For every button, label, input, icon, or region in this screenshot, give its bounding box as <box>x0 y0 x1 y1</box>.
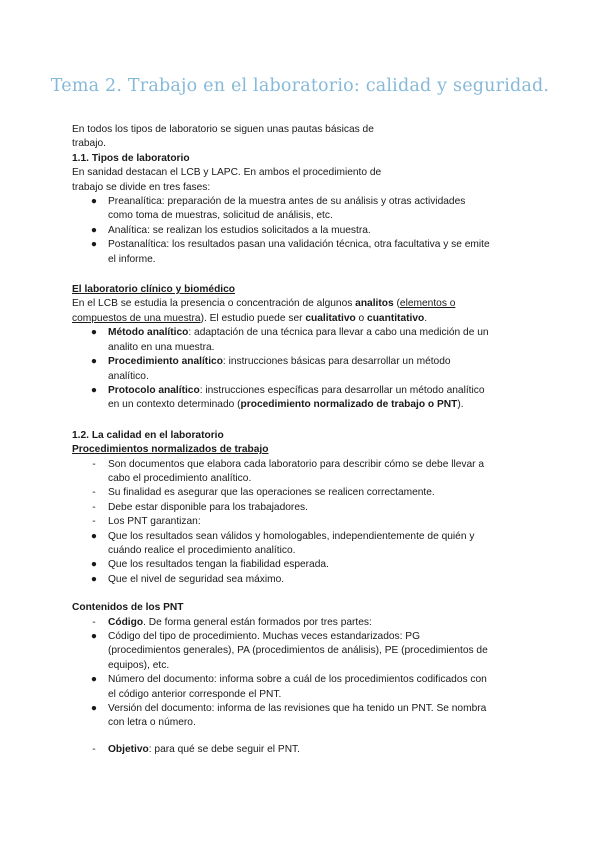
page-title: Tema 2. Trabajo en el laboratorio: calidad y seguridad. <box>50 76 550 96</box>
bullet-icon: ● <box>90 356 98 368</box>
bullet-icon: ● <box>90 384 98 396</box>
section-1-1-text-2: trabajo se divide en tres fases: <box>72 181 211 193</box>
phases-list <box>72 195 528 267</box>
list-item: ● Método analítico: adaptación de una técnica para llevar a cabo una medición de un analito en una muestra. <box>72 326 528 355</box>
bullet-icon: ● <box>90 530 98 542</box>
list-item: - Objetivo: para qué se debe seguir el PNT. <box>72 743 528 757</box>
bullet-icon: ● <box>90 239 98 251</box>
list-item: ● Preanalítica: preparación de la muestra antes de su análisis y otras actividades como toma de muestras, solicitud de análisis, etc. <box>72 195 528 224</box>
bullet-icon: ● <box>90 703 98 715</box>
pnt-objective-list <box>72 743 528 757</box>
document-body <box>72 123 528 757</box>
bullet-icon: ● <box>90 559 98 571</box>
list-item: ● Que el nivel de seguridad sea máximo. <box>72 573 528 587</box>
lcb-heading: El laboratorio clínico y biomédico <box>72 284 236 296</box>
list-item: ● Procedimiento analítico: instrucciones básicas para desarrollar un método analítico. <box>72 355 528 384</box>
list-item: - Código. De forma general están formados por tres partes: <box>72 616 528 630</box>
bullet-icon: ● <box>90 674 98 686</box>
lcb-list <box>72 326 528 412</box>
dash-icon: - <box>92 487 96 499</box>
pnt-subheading: Procedimientos normalizados de trabajo <box>72 444 269 456</box>
list-item: ● Número del documento: informa sobre a cuál de los procedimientos codificados con el código anterior corresponde el PNT. <box>72 673 528 702</box>
bullet-icon: ● <box>90 573 98 585</box>
list-item: - Los PNT garantizan: <box>72 515 528 529</box>
pnt-contents-heading: Contenidos de los PNT <box>72 602 184 614</box>
list-item: ● Código del tipo de procedimiento. Muchas veces estandarizados: PG (procedimientos generales), PA (procedimientos de análisis), PE (procedimientos de equipos), etc. <box>72 630 528 673</box>
intro-line-1: En todos los tipos de laboratorio se siguen unas pautas básicas de <box>72 124 374 135</box>
list-item: ● Analítica: se realizan los estudios solicitados a la muestra. <box>72 224 528 238</box>
list-item: - Debe estar disponible para los trabajadores. <box>72 501 528 515</box>
list-item: ● Versión del documento: informa de las revisiones que ha tenido un PNT. Se nombra con letra o número. <box>72 702 528 731</box>
bullet-icon: ● <box>90 196 98 208</box>
dash-icon: - <box>92 616 96 628</box>
list-item: ● Protocolo analítico: instrucciones específicas para desarrollar un método analítico en un contexto determinado (procedimiento normalizado de trabajo o PNT). <box>72 384 528 413</box>
lcb-text-1: En el LCB se estudia la presencia o concentración de algunos analitos (elementos o <box>72 298 456 310</box>
pnt-list <box>72 458 528 588</box>
list-item: ● Postanalítica: los resultados pasan una validación técnica, otra facultativa y se emite el informe. <box>72 238 528 267</box>
section-1-2-heading: 1.2. La calidad en el laboratorio <box>72 429 224 441</box>
bullet-icon: ● <box>90 327 98 339</box>
dash-icon: - <box>92 516 96 528</box>
list-item: ● Que los resultados sean válidos y homologables, independientemente de quién y cuándo realice el procedimiento analítico. <box>72 530 528 559</box>
list-item: - Son documentos que elabora cada laboratorio para describir cómo se debe llevar a cabo el procedimiento analítico. <box>72 458 528 487</box>
list-item: ● Que los resultados tengan la fiabilidad esperada. <box>72 558 528 572</box>
dash-icon: - <box>92 501 96 513</box>
dash-icon: - <box>92 743 96 755</box>
bullet-icon: ● <box>90 631 98 642</box>
bullet-icon: ● <box>90 224 98 236</box>
section-1-1-text-1: En sanidad destacan el LCB y LAPC. En ambos el procedimiento de <box>72 167 382 179</box>
intro-line-2: trabajo. <box>72 138 106 150</box>
dash-icon: - <box>92 458 96 470</box>
pnt-contents-list <box>72 616 528 731</box>
lcb-text-2: compuestos de una muestra). El estudio puede ser cualitativo o cuantitativo. <box>72 312 428 324</box>
list-item: - Su finalidad es asegurar que las operaciones se realicen correctamente. <box>72 486 528 500</box>
section-1-1-heading: 1.1. Tipos de laboratorio <box>72 152 190 164</box>
